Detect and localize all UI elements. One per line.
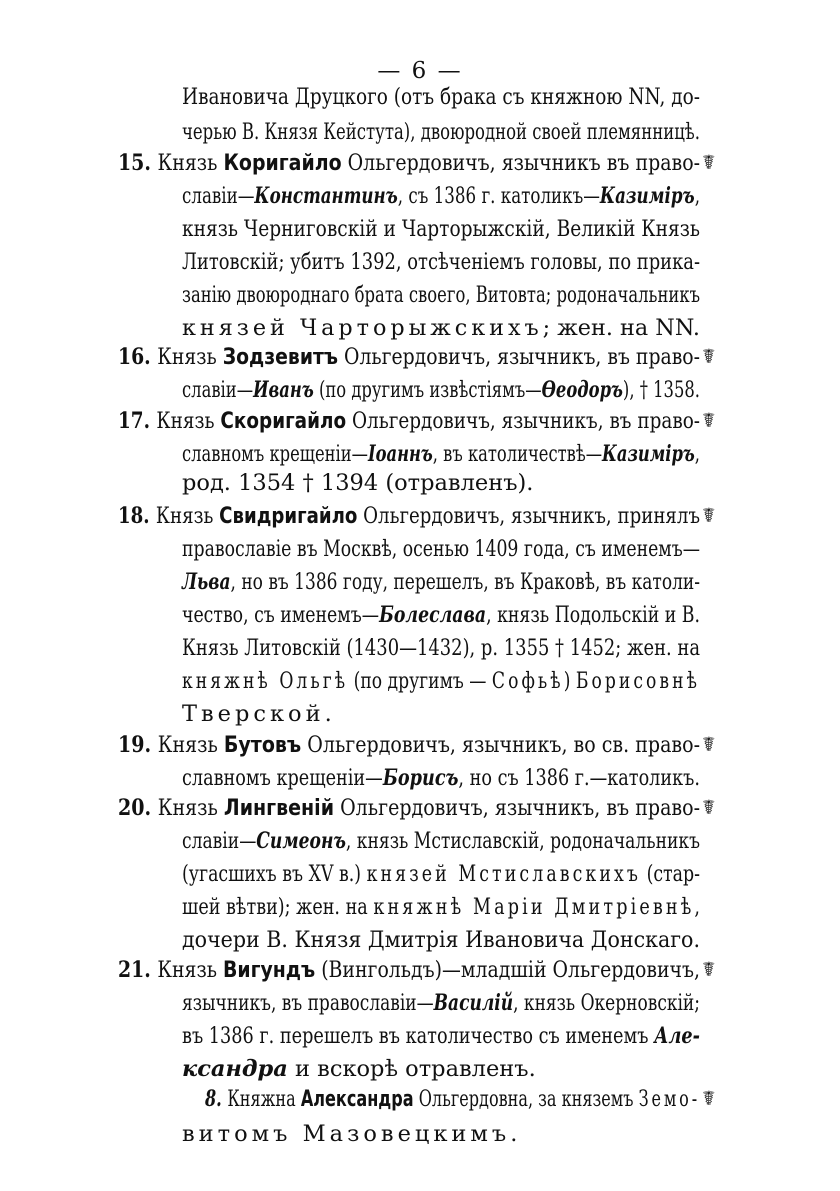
text-segment: Князь <box>157 344 223 370</box>
text-segment: (угасшихъ въ XV в.) <box>182 861 367 887</box>
text-line <box>182 600 700 630</box>
italic-name: Константинъ <box>254 183 398 209</box>
text-segment: черью В. Князя Кейстута), двоюродной своей племянницѣ. <box>182 119 700 145</box>
text-line <box>118 148 700 178</box>
italic-name: Але- <box>654 1023 700 1049</box>
prince-name: Коригайло <box>223 150 342 176</box>
text-line <box>182 468 533 498</box>
text-segment: , съ 1386 г. католикъ— <box>397 183 600 209</box>
spaced-text: витомъ Мазовецкимъ. <box>182 1121 522 1147</box>
text-line <box>182 1054 536 1084</box>
text-line <box>118 730 700 760</box>
text-segment: , но съ 1386 г.—католикъ. <box>458 765 700 791</box>
text-line <box>182 280 700 310</box>
margin-mark-icon: ☤ <box>702 957 716 981</box>
italic-name: Борисъ <box>382 765 459 791</box>
text-line <box>182 375 700 405</box>
text-line <box>182 1021 700 1051</box>
text-line <box>118 342 700 372</box>
margin-mark-icon: ☤ <box>702 408 716 432</box>
text-segment: ), † 1358. <box>622 377 700 403</box>
text-line <box>182 82 700 112</box>
prince-name: Скоригайло <box>220 408 347 434</box>
text-segment: Ольгердовичъ, язычникъ, въ право- <box>334 795 700 821</box>
text-line <box>182 699 336 729</box>
text-segment: и вскорѣ отравленъ. <box>287 1056 536 1082</box>
italic-name: Иванъ <box>253 377 314 403</box>
entry-number: 18. <box>118 503 156 529</box>
italic-name: Симеонъ <box>256 828 346 854</box>
text-segment: Князь <box>155 503 220 529</box>
text-segment: славіи— <box>182 183 255 209</box>
text-line <box>182 859 700 889</box>
italic-name: Казиміръ <box>599 183 695 209</box>
text-segment: , въ католичествѣ— <box>432 441 603 467</box>
text-segment: ) <box>563 668 576 694</box>
prince-name: Вигундъ <box>223 957 316 983</box>
text-line <box>182 666 700 696</box>
text-line <box>118 501 700 531</box>
text-line <box>182 892 700 922</box>
text-segment: славіи— <box>182 377 254 403</box>
text-line <box>182 925 700 955</box>
text-segment: въ 1386 г. перешелъ въ католичество съ именемъ <box>182 1023 655 1049</box>
text-line <box>182 826 700 856</box>
text-line <box>182 763 700 793</box>
text-segment: Ольгердовна, за княземъ <box>413 1086 639 1112</box>
entry-number: 20. <box>118 795 158 821</box>
text-segment: православіе въ Москвѣ, осенью 1409 года, съ именемъ— <box>182 536 700 562</box>
text-segment: Ольгердовичъ, язычникъ, во св. право- <box>301 732 700 758</box>
margin-mark-icon: ☤ <box>702 732 716 756</box>
text-line <box>182 117 700 147</box>
entry-number: 19. <box>118 732 158 758</box>
text-line <box>182 313 700 343</box>
text-line <box>205 1084 700 1114</box>
text-line <box>182 214 700 244</box>
text-segment: , <box>694 183 700 209</box>
italic-name: 8. <box>205 1086 228 1112</box>
text-segment: (Вингольдъ)—младшій Ольгердовичъ, <box>315 957 700 983</box>
text-line <box>118 406 700 436</box>
spaced-text: княжнѣ Маріи Дмитріевнѣ <box>373 894 695 920</box>
margin-mark-icon: ☤ <box>702 344 716 368</box>
prince-name: Лингвеній <box>223 795 335 821</box>
prince-name: Зодзевитъ <box>222 344 339 370</box>
margin-mark-icon: ☤ <box>702 503 716 527</box>
text-segment: язычникъ, въ православіи— <box>182 990 434 1016</box>
text-segment: дочери В. Князя Дмитрія Ивановича Донскаго. <box>182 927 700 953</box>
text-line <box>182 534 700 564</box>
text-segment: Князь <box>157 732 224 758</box>
entry-number: 16. <box>118 344 158 370</box>
italic-name: Казиміръ <box>602 441 695 467</box>
text-segment: , но въ 1386 году, перешелъ, въ Краковѣ, въ католи- <box>230 569 700 595</box>
text-segment: Князь <box>157 795 224 821</box>
margin-mark-icon: ☤ <box>702 1086 716 1110</box>
text-line <box>182 633 700 663</box>
text-line <box>182 1119 521 1149</box>
text-segment: (по другимъ извѣстіямъ— <box>313 377 542 403</box>
text-segment: , <box>694 441 700 467</box>
page-number: — 6 — <box>377 58 463 84</box>
text-segment: чество, съ именемъ— <box>182 602 380 628</box>
text-segment: (стар- <box>641 861 700 887</box>
entry-number: 15. <box>118 150 158 176</box>
text-segment: Литовскій; убитъ 1392, отсѣченіемъ головы, по прика- <box>182 249 700 275</box>
text-line <box>182 247 700 277</box>
entry-number: 21. <box>118 957 158 983</box>
text-segment: (по другимъ — <box>348 668 492 694</box>
text-segment: Князь Литовскій (1430—1432), р. 1355 † 1452; жен. на <box>182 635 700 661</box>
text-segment: Ольгердовичъ, язычникъ, въ право- <box>338 344 700 370</box>
text-segment: Князь <box>156 408 221 434</box>
italic-name: Болеслава <box>379 602 487 628</box>
text-segment: , князь Подольскій и В. <box>486 602 700 628</box>
text-line <box>182 181 700 211</box>
text-segment: славномъ крещеніи— <box>182 441 368 467</box>
italic-name: Іоаннъ <box>367 441 433 467</box>
entry-number: 17. <box>118 408 157 434</box>
text-segment: род. 1354 † 1394 (отравленъ). <box>182 470 534 496</box>
text-segment: славномъ крещеніи— <box>182 765 383 791</box>
text-segment: ; жен. на NN. <box>542 315 700 341</box>
italic-name: Өеодоръ <box>541 377 623 403</box>
text-segment: , князь Окерновскій; <box>513 990 700 1016</box>
text-line <box>182 567 700 597</box>
text-line <box>182 988 700 1018</box>
italic-name: Василій <box>433 990 514 1016</box>
text-segment: Ольгердовичъ, язычникъ, принялъ <box>357 503 700 529</box>
prince-name: Александра <box>300 1086 414 1112</box>
text-segment: , <box>694 894 700 920</box>
prince-name: Бутовъ <box>223 732 302 758</box>
spaced-text: князей Мстиславскихъ <box>366 861 642 887</box>
spaced-text: Софьѣ <box>491 668 564 694</box>
spaced-text: княжнѣ Ольгѣ <box>182 668 349 694</box>
text-segment: Ольгердовичъ, язычникъ, въ право- <box>346 408 700 434</box>
text-segment: Ольгердовичъ, язычникъ въ право- <box>341 150 700 176</box>
text-segment: Ивановича Друцкого (отъ брака съ княжною NN, до- <box>182 84 700 110</box>
text-segment: славіи— <box>182 828 257 854</box>
text-segment: , князь Мстиславскій, родоначальникъ <box>345 828 700 854</box>
text-segment: князь Черниговскій и Чарторыжскій, Великій Князь <box>182 216 700 242</box>
text-segment: Княжна <box>227 1086 301 1112</box>
text-segment: занію двоюроднаго брата своего, Витовта; родоначальникъ <box>182 282 700 308</box>
text-segment: Князь <box>157 957 224 983</box>
margin-mark-icon: ☤ <box>702 150 716 174</box>
text-line <box>118 793 700 823</box>
spaced-text: князей Чарторыжскихъ <box>182 315 543 341</box>
text-line <box>118 955 700 985</box>
prince-name: Свидригайло <box>219 503 358 529</box>
margin-mark-icon: ☤ <box>702 795 716 819</box>
spaced-text: Борисовнѣ <box>575 668 700 694</box>
spaced-text: Земо- <box>638 1086 700 1112</box>
text-segment: шей вѣтви); жен. на <box>182 894 374 920</box>
spaced-text: Тверской. <box>182 701 336 727</box>
text-segment: Князь <box>157 150 224 176</box>
italic-name: ксандра <box>182 1056 288 1082</box>
italic-name: Льва <box>182 569 231 595</box>
text-line <box>182 439 700 469</box>
